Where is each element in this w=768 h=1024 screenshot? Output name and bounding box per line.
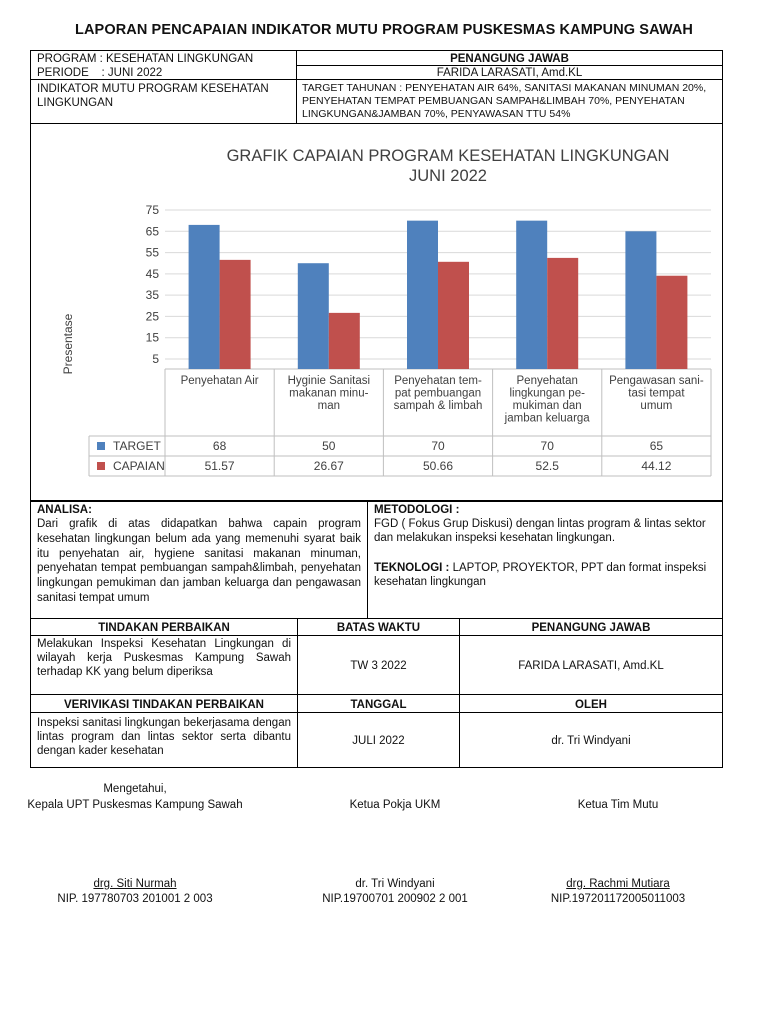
category-label: tasi tempat (628, 387, 685, 400)
y-tick-label: 45 (145, 266, 159, 281)
kepala-name: drg. Siti Nurmah (93, 878, 177, 890)
bar-capaian-4 (656, 276, 687, 369)
bar-capaian-1 (329, 313, 360, 369)
periode-label: PERIODE : JUNI 2022 (37, 67, 163, 79)
mengetahui-label: Mengetahui, (103, 783, 167, 795)
analisa-text: Dari grafik di atas didapatkan bahwa capain program kesehatan lingkungan belum ada yang memenuhi syarat baik itu penyehatan air, hygiene sanitasi makanan minuman, penyehatan tempat pembuangan sampah&limbah, penyehatan lingkungan pemukiman dan jamban keluarga dan pengawasan sanitasi tempat umum (37, 518, 361, 604)
teknologi-label: TEKNOLOGI : (374, 562, 450, 574)
data-label-capaian: 44.12 (641, 459, 672, 473)
tindakan-pj-header-label: PENANGUNG JAWAB (531, 622, 651, 634)
bar-chart (31, 124, 722, 500)
data-label-capaian: 50.66 (422, 459, 454, 473)
tanggal-header (297, 694, 460, 713)
mutu-nip: NIP.197201172005011003 (550, 893, 686, 905)
category-label: mukiman dan (512, 400, 582, 412)
legend-swatch-target (97, 442, 105, 450)
tindakan-pj-header (459, 618, 723, 636)
legend-swatch-capaian (97, 462, 105, 470)
pj-header-cell (296, 50, 723, 66)
data-label-target: 68 (212, 439, 227, 453)
category-label: Hyginie Sanitasi (287, 375, 371, 387)
analisa-cell (30, 501, 368, 619)
y-axis-label: Presentase (61, 313, 75, 375)
batas-header-label: BATAS WAKTU (336, 622, 421, 634)
tindakan-header-label: TINDAKAN PERBAIKAN (98, 622, 230, 634)
category-label: jamban keluarga (504, 412, 590, 425)
metodologi-text: FGD ( Fokus Grup Diskusi) dengan lintas program & lintas sektor dan melakukan inspeksi kesehatan lingkungan. (374, 518, 706, 544)
pj-name-cell (296, 65, 723, 80)
batas-value: TW 3 2022 (350, 660, 407, 672)
tanggal-value-cell (297, 712, 460, 768)
category-label: Penyehatan (516, 375, 578, 387)
tanggal-value: JULI 2022 (352, 735, 405, 747)
chart-frame (30, 123, 723, 501)
y-tick-label: 5 (152, 352, 159, 366)
legend-label-capaian: CAPAIAN (113, 459, 165, 473)
category-label: Pengawasan sani- (609, 375, 704, 387)
pj-label: PENANGUNG JAWAB (450, 53, 569, 65)
category-label: Penyehatan tem- (394, 375, 482, 387)
data-label-target: 70 (540, 439, 554, 453)
bar-target-4 (625, 231, 656, 369)
category-label: lingkungan pe- (509, 387, 585, 400)
mutu-name: drg. Rachmi Mutiara (566, 878, 670, 890)
y-tick-label: 55 (145, 245, 159, 260)
oleh-header-label: OLEH (575, 699, 607, 711)
tindakan-header (30, 618, 298, 636)
data-label-target: 70 (431, 439, 445, 453)
mutu-title: Ketua Tim Mutu (577, 799, 659, 811)
y-tick-label: 75 (145, 203, 159, 217)
category-label: umum (640, 400, 673, 412)
verifikasi-text-cell (30, 712, 298, 768)
pokja-title: Ketua Pokja UKM (349, 799, 441, 811)
y-tick-label: 25 (145, 309, 159, 324)
oleh-header (459, 694, 723, 713)
bar-target-0 (189, 225, 220, 369)
report-title: LAPORAN PENCAPAIAN INDIKATOR MUTU PROGRAM PUSKESMAS KAMPUNG SAWAH (75, 22, 693, 38)
tindakan-text-cell (30, 635, 298, 695)
chart-data-table (89, 369, 711, 476)
pokja-nip: NIP.19700701 200902 2 001 (322, 893, 468, 905)
tanggal-header-label: TANGGAL (350, 699, 407, 711)
category-label: pat pembuangan (394, 387, 482, 400)
batas-header (297, 618, 460, 636)
verifikasi-header-label: VERIVIKASI TINDAKAN PERBAIKAN (64, 699, 264, 711)
verifikasi-header (30, 694, 298, 713)
chart-title-line1: GRAFIK CAPAIAN PROGRAM KESEHATAN LINGKUNGAN (226, 147, 670, 165)
data-label-capaian: 52.5 (535, 459, 559, 473)
y-tick-label: 35 (145, 288, 159, 303)
pokja-name: dr. Tri Windyani (355, 878, 435, 890)
kepala-nip: NIP. 197780703 201001 2 003 (57, 893, 213, 905)
tindakan-pj-value-cell (459, 635, 723, 695)
tindakan-text: Melakukan Inspeksi Kesehatan Lingkungan di wilayah kerja Puskesmas Kampung Sawah terhadap KK yang belum diperiksa (37, 638, 291, 678)
category-label: Penyehatan Air (180, 375, 259, 387)
category-label: man (317, 400, 340, 412)
bar-capaian-0 (220, 260, 251, 369)
legend-label-target: TARGET (113, 439, 161, 453)
metodologi-cell (367, 501, 723, 619)
program-periode-cell (30, 50, 297, 80)
indikator-cell (30, 79, 297, 124)
kepala-title: Kepala UPT Puskesmas Kampung Sawah (27, 799, 243, 811)
data-label-target: 50 (322, 439, 336, 453)
data-label-target: 65 (649, 439, 664, 453)
oleh-value-cell (459, 712, 723, 768)
bar-capaian-3 (547, 258, 578, 369)
pj-name: FARIDA LARASATI, Amd.KL (436, 67, 583, 79)
bar-capaian-2 (438, 262, 469, 369)
teknologi-text: LAPTOP, PROYEKTOR, PPT dan format inspeksi kesehatan lingkungan (374, 562, 707, 588)
target-tahunan-cell (296, 79, 723, 124)
data-label-capaian: 26.67 (313, 459, 344, 473)
tindakan-pj-value: FARIDA LARASATI, Amd.KL (518, 660, 664, 672)
program-label: PROGRAM : KESEHATAN LINGKUNGAN (37, 53, 254, 65)
verifikasi-text: Inspeksi sanitasi lingkungan bekerjasama dengan lintas program dan lintas sektor serta dibantu dengan kader kesehatan (37, 717, 291, 757)
category-label: makanan minu- (289, 387, 369, 400)
target-tahunan-text: TARGET TAHUNAN : PENYEHATAN AIR 64%, SANITASI MAKANAN MINUMAN 20%, PENYEHATAN TEMPAT PEMBUANGAN SAMPAH&LIMBAH 70%, PENYEHATAN LINGKUNGAN&JAMBAN 70%, PENYAWASAN TTU 54% (302, 82, 707, 120)
y-tick-label: 15 (145, 330, 159, 345)
bar-target-2 (407, 221, 438, 369)
data-label-capaian: 51.57 (204, 459, 235, 473)
category-label: sampah & limbah (393, 400, 483, 412)
y-axis-ticks (146, 203, 160, 366)
oleh-value: dr. Tri Windyani (551, 735, 631, 747)
bar-target-3 (516, 221, 547, 369)
bar-target-1 (298, 263, 329, 369)
metodologi-label: METODOLOGI : (374, 504, 460, 516)
analisa-label: ANALISA: (37, 504, 92, 516)
indikator-label: INDIKATOR MUTU PROGRAM KESEHATAN LINGKUNGAN (37, 83, 269, 109)
chart-title-line2: JUNI 2022 (409, 167, 487, 185)
batas-value-cell (297, 635, 460, 695)
y-tick-label: 65 (145, 224, 159, 239)
